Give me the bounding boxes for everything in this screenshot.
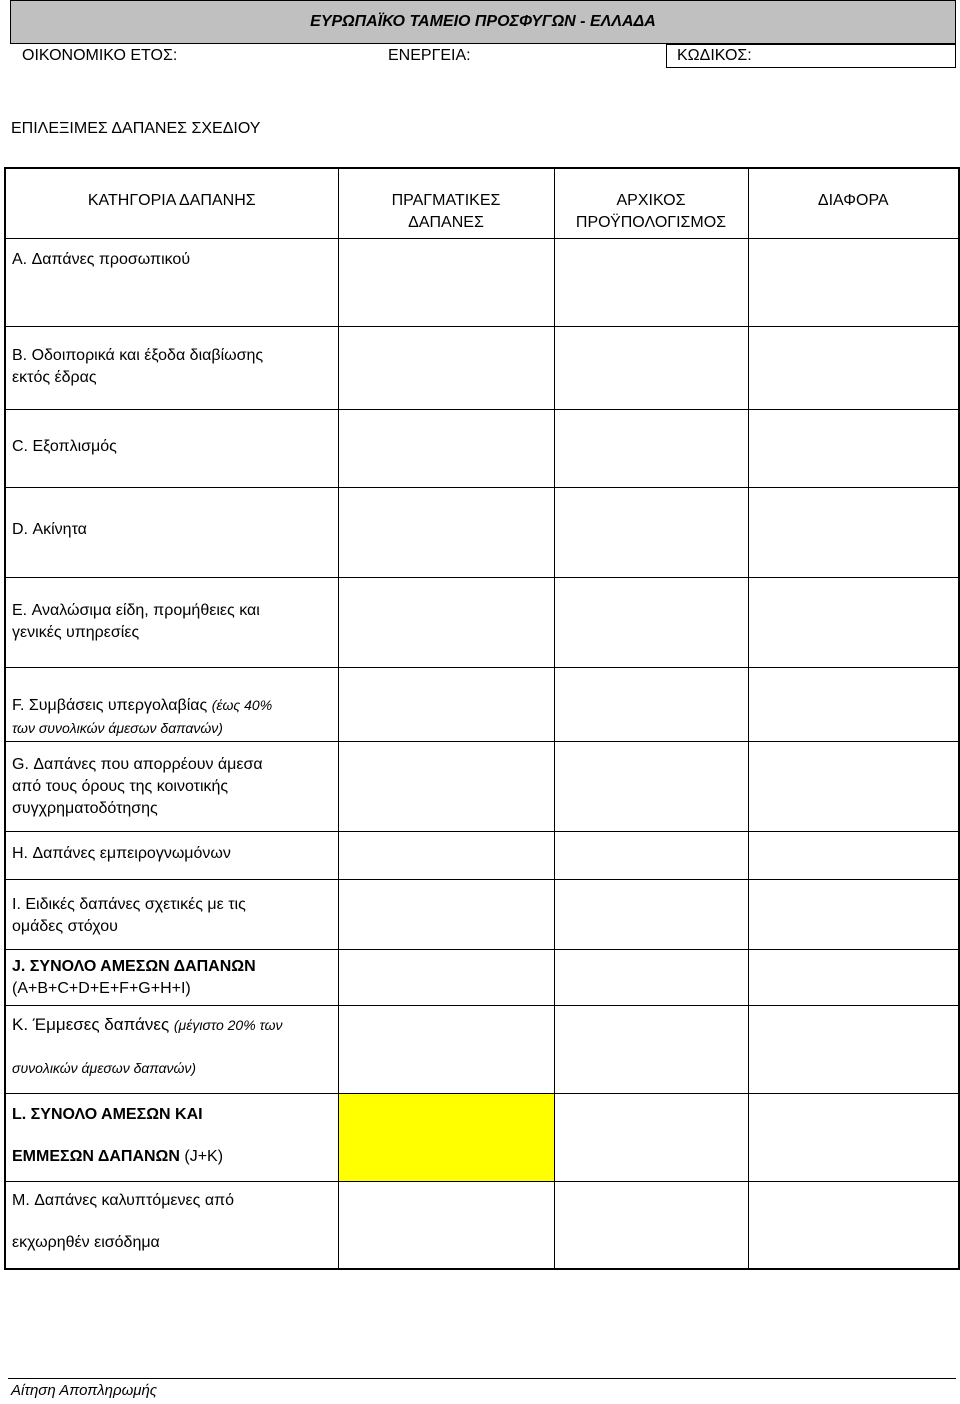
actual-cell[interactable] xyxy=(338,879,554,949)
table-row xyxy=(5,667,959,741)
table-row xyxy=(5,879,959,949)
budget-cell[interactable] xyxy=(554,409,748,487)
budget-cell[interactable] xyxy=(554,1181,748,1269)
row-label: E. Αναλώσιμα είδη, προμήθειες και γενικές υπηρεσίες xyxy=(5,577,338,667)
difference-cell[interactable] xyxy=(748,667,959,741)
footer-divider xyxy=(8,1378,956,1379)
row-label: K. Έμμεσες δαπάνες (μέγιστο 20% των συνολικών άμεσων δαπανών) xyxy=(5,1005,338,1093)
actual-cell-highlighted[interactable] xyxy=(338,1093,554,1181)
row-label: G. Δαπάνες που απορρέουν άμεσα από τους όρους της κοινοτικής συγχρηματοδότησης xyxy=(5,741,338,831)
table-row xyxy=(5,487,959,577)
column-header-category: ΚΑΤΗΓΟΡΙΑ ΔΑΠΑΝΗΣ xyxy=(5,168,338,238)
actual-cell[interactable] xyxy=(338,238,554,326)
actual-cell[interactable] xyxy=(338,409,554,487)
budget-cell[interactable] xyxy=(554,667,748,741)
fiscal-year-label: ΟΙΚΟΝΟΜΙΚΟ ΕΤΟΣ: xyxy=(22,47,178,64)
table-row xyxy=(5,741,959,831)
row-label: B. Οδοιπορικά και έξοδα διαβίωσης εκτός έδρας xyxy=(5,326,338,409)
code-label: ΚΩΔΙΚΟΣ: xyxy=(677,47,752,64)
actual-cell[interactable] xyxy=(338,487,554,577)
difference-cell[interactable] xyxy=(748,949,959,1005)
budget-cell[interactable] xyxy=(554,1093,748,1181)
table-row xyxy=(5,1093,959,1181)
budget-cell[interactable] xyxy=(554,326,748,409)
expenses-table xyxy=(4,167,960,1270)
difference-cell[interactable] xyxy=(748,741,959,831)
actual-cell[interactable] xyxy=(338,326,554,409)
actual-cell[interactable] xyxy=(338,949,554,1005)
table-row xyxy=(5,409,959,487)
actual-cell[interactable] xyxy=(338,741,554,831)
row-label: A. Δαπάνες προσωπικού xyxy=(5,238,338,326)
actual-cell[interactable] xyxy=(338,577,554,667)
row-label: J. ΣΥΝΟΛΟ ΑΜΕΣΩΝ ΔΑΠΑΝΩΝ (A+B+C+D+E+F+G+H+I) xyxy=(5,949,338,1005)
difference-cell[interactable] xyxy=(748,577,959,667)
actual-cell[interactable] xyxy=(338,667,554,741)
budget-cell[interactable] xyxy=(554,879,748,949)
column-header-actual: ΠΡΑΓΜΑΤΙΚΕΣ ΔΑΠΑΝΕΣ xyxy=(338,168,554,238)
difference-cell[interactable] xyxy=(748,487,959,577)
difference-cell[interactable] xyxy=(748,1093,959,1181)
difference-cell[interactable] xyxy=(748,326,959,409)
column-header-budget: ΑΡΧΙΚΟΣ ΠΡΟΫΠΟΛΟΓΙΣΜΟΣ xyxy=(554,168,748,238)
budget-cell[interactable] xyxy=(554,238,748,326)
footer-text: Αίτηση Αποπληρωμής xyxy=(11,1382,158,1399)
table-header-row xyxy=(5,168,959,238)
title-text: ΕΥΡΩΠΑΪΚΟ ΤΑΜΕΙΟ ΠΡΟΣΦΥΓΩΝ - ΕΛΛΑΔΑ xyxy=(310,13,656,30)
table-row xyxy=(5,1005,959,1093)
code-field[interactable] xyxy=(666,44,956,68)
difference-cell[interactable] xyxy=(748,879,959,949)
table-row xyxy=(5,949,959,1005)
meta-row xyxy=(10,44,956,68)
table-row xyxy=(5,238,959,326)
difference-cell[interactable] xyxy=(748,238,959,326)
column-header-difference: ΔΙΑΦΟΡΑ xyxy=(748,168,959,238)
budget-cell[interactable] xyxy=(554,949,748,1005)
row-label: C. Εξοπλισμός xyxy=(5,409,338,487)
difference-cell[interactable] xyxy=(748,831,959,879)
budget-cell[interactable] xyxy=(554,741,748,831)
table-row xyxy=(5,326,959,409)
budget-cell[interactable] xyxy=(554,1005,748,1093)
budget-cell[interactable] xyxy=(554,831,748,879)
row-label: H. Δαπάνες εμπειρογνωμόνων xyxy=(5,831,338,879)
table-row xyxy=(5,577,959,667)
document-title xyxy=(10,0,956,44)
row-label: M. Δαπάνες καλυπτόμενες από εκχωρηθέν εισόδημα xyxy=(5,1181,338,1269)
row-label: L. ΣΥΝΟΛΟ ΑΜΕΣΩΝ ΚΑΙ ΕΜΜΕΣΩΝ ΔΑΠΑΝΩΝ (J+K) xyxy=(5,1093,338,1181)
budget-cell[interactable] xyxy=(554,577,748,667)
action-label: ΕΝΕΡΓΕΙΑ: xyxy=(388,47,471,64)
actual-cell[interactable] xyxy=(338,831,554,879)
row-label: F. Συμβάσεις υπεργολαβίας (έως 40% των συνολικών άμεσων δαπανών) xyxy=(5,667,338,741)
table-row xyxy=(5,1181,959,1269)
difference-cell[interactable] xyxy=(748,1005,959,1093)
budget-cell[interactable] xyxy=(554,487,748,577)
table-row xyxy=(5,831,959,879)
row-label: I. Ειδικές δαπάνες σχετικές με τις ομάδες στόχου xyxy=(5,879,338,949)
section-title: ΕΠΙΛΕΞΙΜΕΣ ΔΑΠΑΝΕΣ ΣΧΕΔΙΟΥ xyxy=(11,120,261,137)
actual-cell[interactable] xyxy=(338,1181,554,1269)
actual-cell[interactable] xyxy=(338,1005,554,1093)
difference-cell[interactable] xyxy=(748,409,959,487)
row-label: D. Ακίνητα xyxy=(5,487,338,577)
difference-cell[interactable] xyxy=(748,1181,959,1269)
